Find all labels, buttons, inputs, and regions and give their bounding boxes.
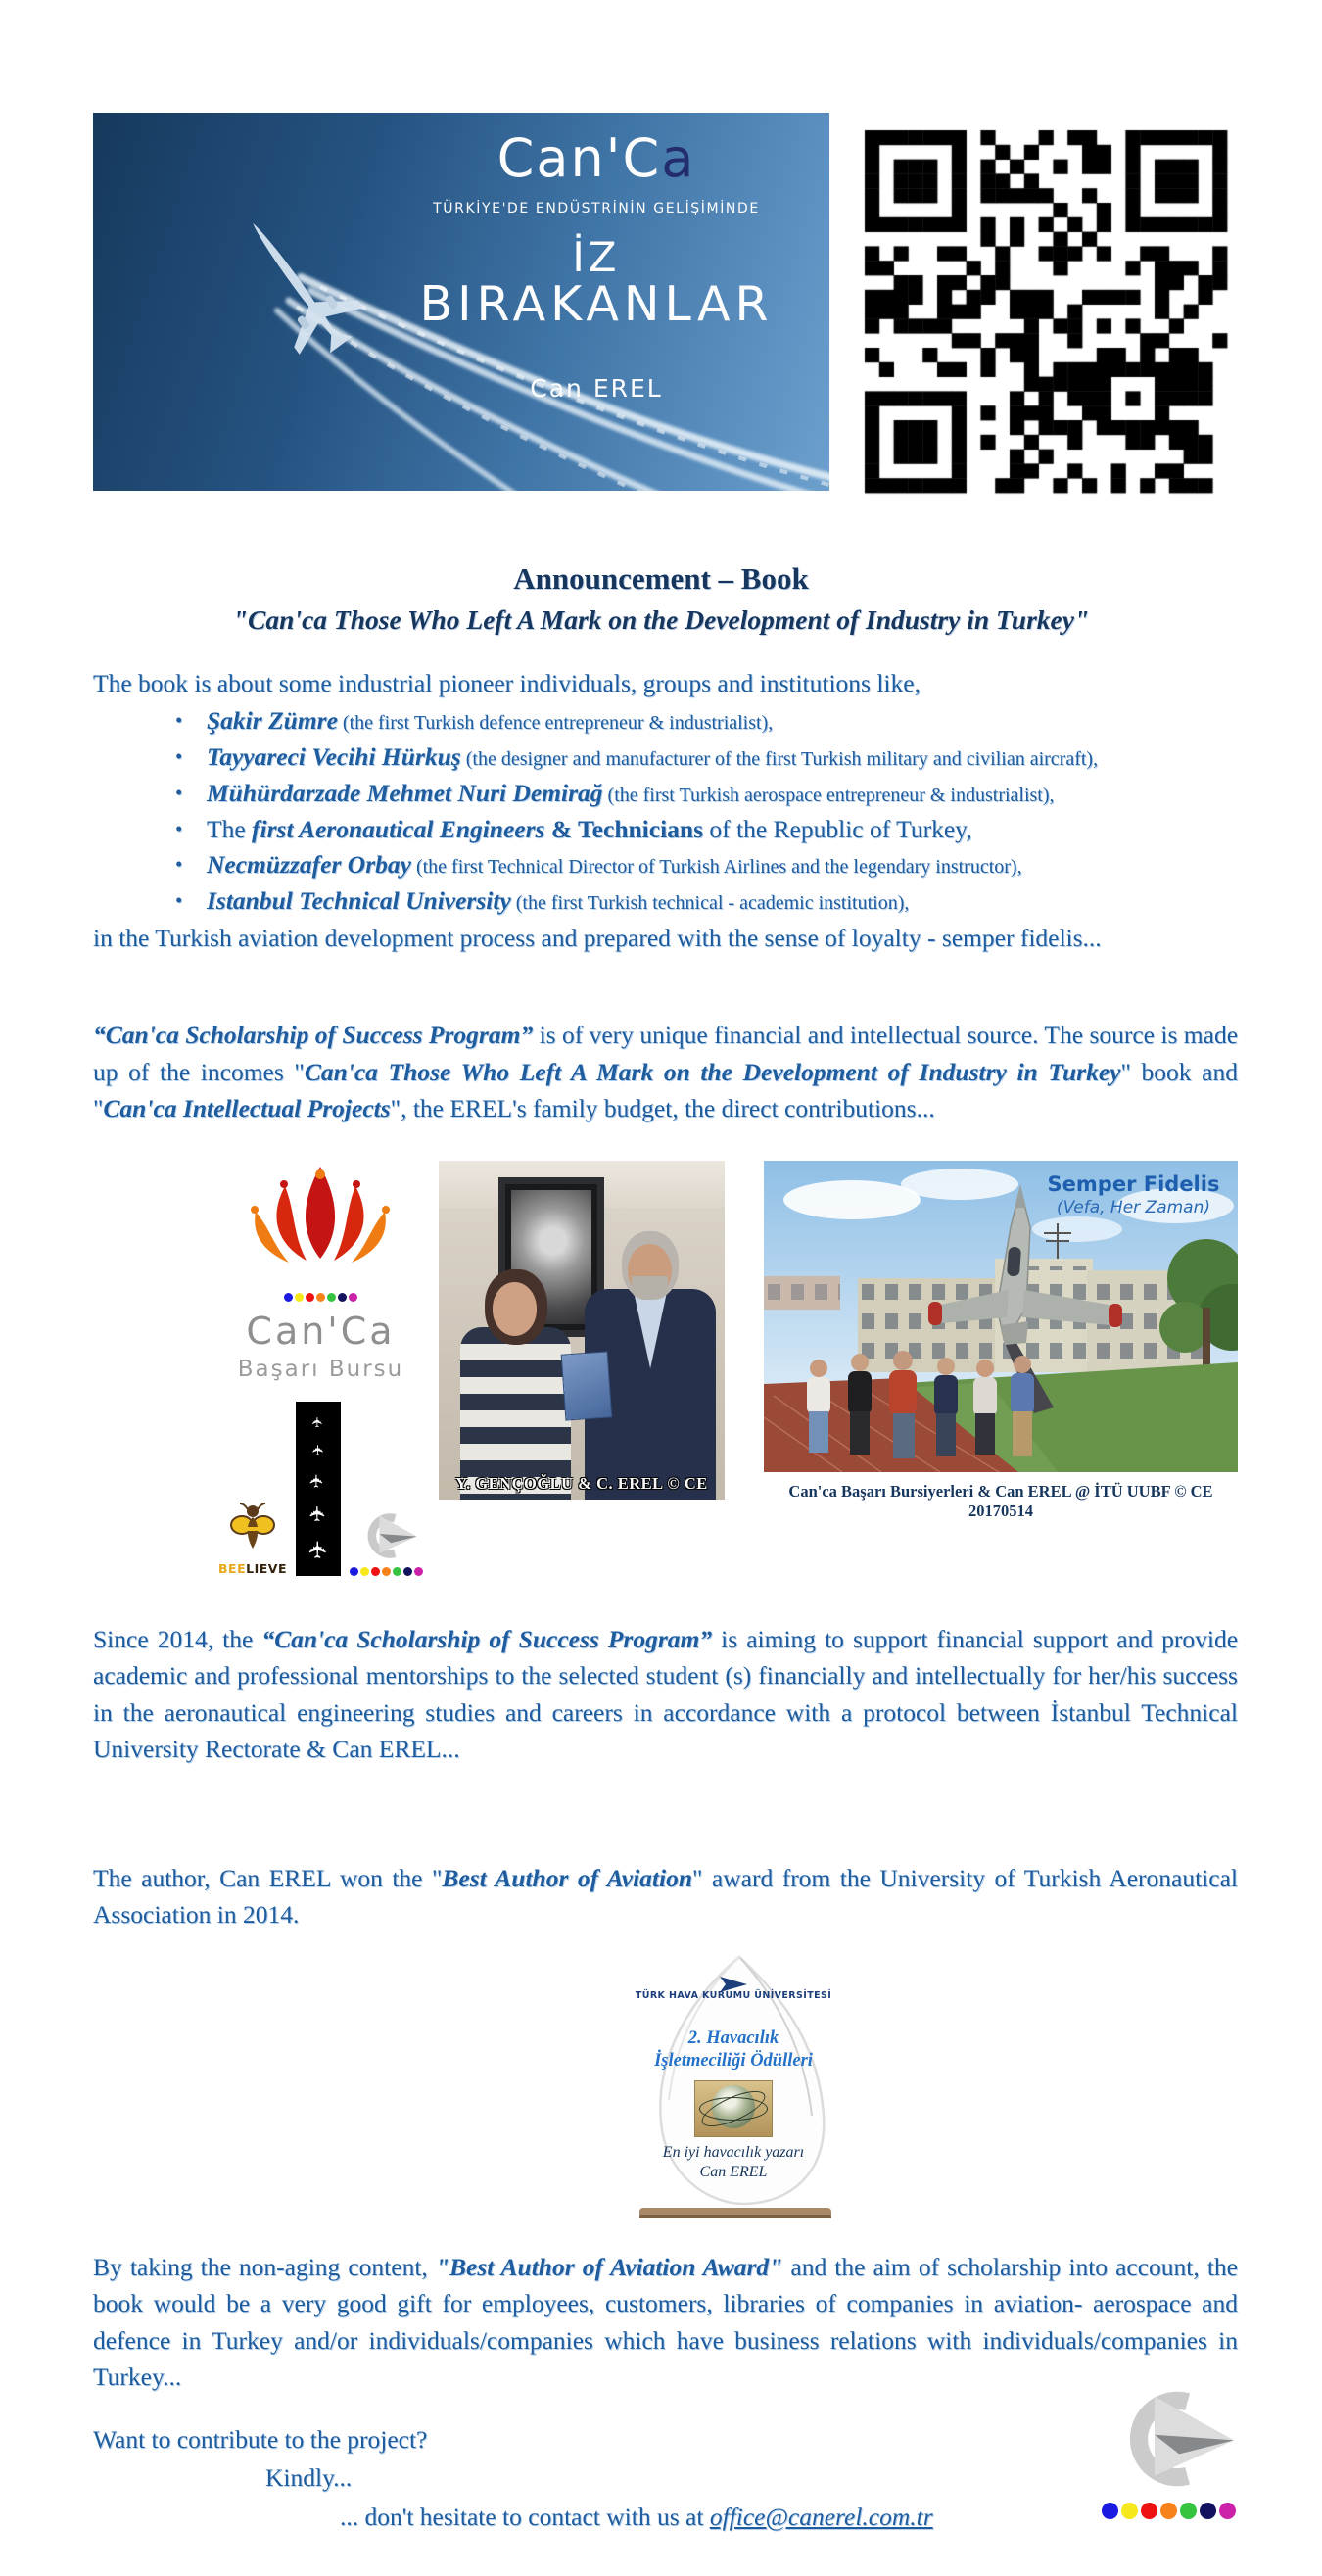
book-subject-item [207, 883, 1238, 920]
partner-logos-row [218, 1402, 423, 1576]
globe-artwork [694, 2080, 773, 2137]
book-subject-item [207, 847, 1238, 883]
beelieve-logo [218, 1502, 287, 1576]
text-segment: “Can'ca Scholarship of Success Program” [93, 1021, 534, 1050]
color-dot [1160, 2503, 1177, 2519]
text-segment: Can'ca Those Who Left A Mark on the Development of Industry in Turkey [304, 1057, 1121, 1086]
page-title: Announcement – Book [513, 561, 809, 596]
color-dot [349, 1293, 357, 1302]
color-dot [295, 1293, 304, 1302]
contact-block [93, 2421, 1238, 2535]
color-dot [284, 1293, 293, 1302]
color-dot [1200, 2503, 1216, 2519]
plane-icon: ✈ [308, 1444, 327, 1457]
text-segment: "Best Author of Aviation Award" [435, 2252, 783, 2281]
text-segment: Necmüzzafer Orbay [207, 850, 411, 880]
canerel-logo-small [350, 1511, 423, 1576]
text-segment: The [207, 814, 253, 843]
color-dot [1180, 2503, 1197, 2519]
email-link[interactable]: office@canerel.com.tr [709, 2502, 933, 2531]
since-2014-paragraph [93, 1621, 1238, 1768]
book-subject-item [207, 812, 1238, 848]
student-figure [450, 1282, 582, 1499]
plane-icon: ✈ [309, 1416, 326, 1428]
book-cover-banner [93, 113, 829, 491]
beelieve-wordmark: BEELIEVE [218, 1560, 287, 1576]
canca-logo: Can'Ca [496, 127, 696, 189]
vefa-label: (Vefa, Her Zaman) [1056, 1197, 1211, 1217]
text-segment: ... don't hesitate to contact with us at [340, 2502, 710, 2531]
color-dot [350, 1567, 358, 1576]
text-segment: Istanbul Technical University [207, 886, 511, 916]
handover-caption: Y. GENÇOĞLU & C. EREL © CE [455, 1473, 708, 1493]
c-paperplane-icon [354, 1511, 418, 1560]
book-subject-item [207, 739, 1238, 776]
text-segment: Since 2014, the [93, 1624, 262, 1653]
plane-icon: ✈ [304, 1540, 332, 1560]
canca-scholarship-logo [218, 1161, 423, 1576]
color-dot [338, 1293, 347, 1302]
text-segment: first Aeronautical Engineers [252, 814, 545, 843]
banner-title-birakanlar: BIRAKANLAR [419, 276, 774, 333]
text-segment: of the Republic of Turkey, [703, 814, 972, 843]
text-segment: is of very unique financial and intellectual source. The source is made up of the incomes " [93, 1021, 1239, 1086]
banner-tagline: TÜRKİYE'DE ENDÜSTRİNİN GELİŞİMİNDE [433, 201, 760, 216]
text-segment: (the first Turkish aerospace entrepreneur & industrialist), [602, 784, 1055, 806]
text-segment: ", the EREL's family budget, the direct contributions... [390, 1094, 935, 1123]
color-dot [316, 1293, 325, 1302]
color-dot [393, 1567, 401, 1576]
c-paperplane-icon [1100, 2388, 1237, 2490]
color-dot [360, 1567, 369, 1576]
banner-title-iz: İZ [572, 233, 621, 281]
campus-caption: Can'ca Başarı Bursiyerleri & Can EREL @ İTÜ UUBF © CE 20170514 [788, 1481, 1213, 1520]
text-segment: Best Author of Aviation [442, 1863, 693, 1892]
color-dot [1141, 2503, 1157, 2519]
book-subjects-list [93, 703, 1238, 919]
book-subject-item [207, 776, 1238, 812]
semper-fidelis-label: Semper Fidelis [1047, 1171, 1220, 1196]
flame-logo-icon [222, 1161, 418, 1286]
text-segment: (the designer and manufacturer of the first Turkish military and civilian aircraft), [460, 748, 1099, 771]
color-dot [1121, 2503, 1138, 2519]
canerel-logo-footer [1095, 2388, 1242, 2519]
banner-text [381, 127, 812, 403]
text-segment: & Technicians [544, 814, 704, 843]
text-segment: Tayyareci Vecihi Hürkuş [207, 742, 461, 772]
book-subject-item [207, 703, 1238, 739]
text-segment: (the first Technical Director of Turkish Airlines and the legendary instructor), [410, 856, 1022, 879]
text-segment: “Can'ca Scholarship of Success Program” [261, 1624, 713, 1653]
contribute-question: Want to contribute to the project? [93, 2424, 428, 2454]
plane-icon: ✈ [306, 1504, 330, 1523]
text-segment: " award from the University of Turkish Aeronautical Association in 2014. [93, 1863, 1238, 1930]
award-paragraph [93, 1860, 1238, 1933]
book-title: "Can'ca Those Who Left A Mark on the Development of Industry in Turkey" [232, 604, 1090, 635]
thk-university-label: TÜRK HAVA KURUMU ÜNİVERSİTESİ [635, 1989, 832, 2001]
canca-wordmark: Can'Ca [246, 1309, 396, 1353]
text-segment: is aiming to support financial support and provide academic and professional mentorships to the selected student (s) financially and intellectually for her/his success in the aeronautical engineering studies and careers in accordance with a protocol between İstanbul Technical University Rectorate & Can EREL... [93, 1624, 1239, 1764]
title-block [0, 561, 1322, 636]
about-outro: in the Turkish aviation development process and prepared with the sense of loyalty - semper fidelis... [93, 923, 1102, 952]
scholarship-name: Başarı Bursu [237, 1356, 404, 1382]
about-intro: The book is about some industrial pioneer individuals, groups and institutions like, [93, 669, 921, 697]
bee-icon [230, 1502, 275, 1556]
gift-paragraph [93, 2249, 1238, 2396]
color-dot [1219, 2503, 1236, 2519]
text-segment: Mühürdarzade Mehmet Nuri Demirağ [207, 778, 603, 807]
header [0, 0, 1322, 501]
color-dot [306, 1293, 314, 1302]
text-segment: and the aim of scholarship into account, the book would be a very good gift for employees, customers, libraries of companies in aviation- aerospace and defence in Turkey and/or individuals/companies which have business relations with individuals/companies in Turkey... [93, 2252, 1238, 2392]
award-winner-label: En iyi havacılık yazarı Can EREL [662, 2143, 805, 2181]
text-segment: The author, Can EREL won the " [93, 1863, 443, 1892]
body-content [93, 665, 1238, 2535]
banner-author: Can EREL [530, 374, 663, 403]
color-dot [327, 1293, 336, 1302]
scholarship-paragraph [93, 1017, 1238, 1126]
campus-photo-block [764, 1161, 1238, 1521]
text-segment: (the first Turkish defence entrepreneur & industrialist), [337, 712, 774, 735]
color-dot [1102, 2503, 1118, 2519]
text-segment: Can'ca Intellectual Projects [103, 1094, 391, 1123]
color-dot [382, 1567, 391, 1576]
plane-icon: ✈ [307, 1473, 328, 1489]
color-dots-footer [1095, 2503, 1242, 2519]
color-dots-small [350, 1567, 423, 1576]
aircraft-history-strip [296, 1402, 341, 1576]
text-segment: By taking the non-aging content, [93, 2252, 436, 2281]
campus-photo [764, 1161, 1238, 1472]
book-copy [562, 1352, 611, 1419]
figures-row [218, 1161, 1238, 1576]
text-segment: (the first Turkish technical - academic institution), [510, 892, 910, 915]
color-dot [403, 1567, 412, 1576]
color-dot [371, 1567, 380, 1576]
color-dot [414, 1567, 423, 1576]
book-handover-photo [439, 1161, 725, 1500]
award-trophy [610, 1947, 857, 2235]
qr-code [857, 122, 1235, 501]
award-title: 2. Havacılık İşletmeciliği Ödülleri [654, 2027, 813, 2071]
kindly-line: Kindly... [265, 2463, 353, 2493]
text-segment: Şakir Zümre [207, 706, 338, 736]
text-segment: " book and " [93, 1057, 1238, 1123]
color-dots-small [218, 1293, 423, 1302]
